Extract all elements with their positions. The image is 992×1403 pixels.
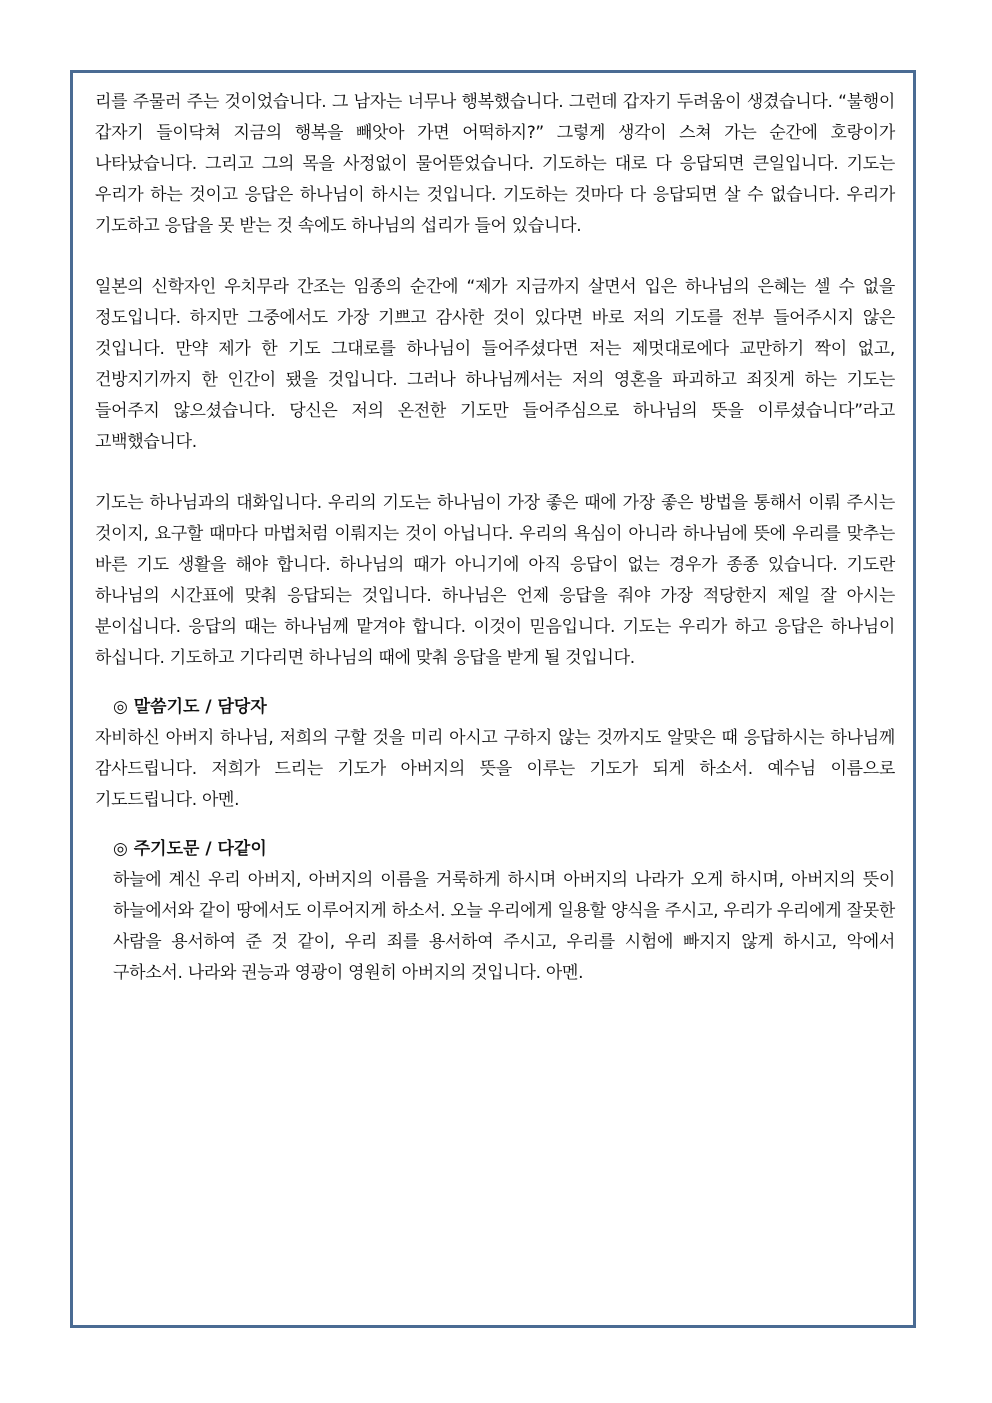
section-text-word-prayer: 자비하신 아버지 하나님, 저희의 구할 것을 미리 아시고 구하지 않는 것까지도 알맞은 때 응답하시는 하나님께 감사드립니다. 저희가 드리는 기도가 아버지의 뜻을 이루는 기도가 되게 하소서. 예수님 이름으로 기도드립니다. 아멘. xyxy=(95,728,895,810)
paragraph-prayer-dialogue: 기도는 하나님과의 대화입니다. 우리의 기도는 하나님이 가장 좋은 때에 가장 좋은 방법을 통해서 이뤄 주시는 것이지, 요구할 때마다 마법처럼 이뤄지는 것이 아닙니다. 우리의 욕심이 아니라 하나님에 뜻에 우리를 맞추는 바른 기도 생활을 해야 합니다. 하나님의 때가 아니기에 아직 응답이 없는 경우가 종종 있습니다. 기도란 하나님의 시간표에 맞춰 응답되는 것입니다. 하나님은 언제 응답을 줘야 가장 적당한지 제일 잘 아시는 분이십니다. 응답의 때는 하나님께 맡겨야 합니다. 이것이 믿음입니다. 기도는 우리가 하고 응답은 하나님이 하십니다. 기도하고 기다리면 하나님의 때에 맞춰 응답을 받게 될 것입니다. xyxy=(95,493,895,668)
paragraph-spacer xyxy=(95,458,895,488)
document-body xyxy=(95,87,895,989)
section-heading-lords-prayer: ◎ 주기도문 / 다같이 xyxy=(113,839,267,859)
paragraph-uchimura-kanzo: 일본의 신학자인 우치무라 간조는 임종의 순간에 “제가 지금까지 살면서 입은 하나님의 은혜는 셀 수 없을 정도입니다. 하지만 그중에서도 가장 기쁘고 감사한 것이 있다면 바로 저의 기도를 전부 들어주시지 않은 것입니다. 만약 제가 한 기도 그대로를 하나님이 들어주셨다면 저는 제멋대로에다 교만하기 짝이 없고, 건방지기까지 한 인간이 됐을 것입니다. 그러나 하나님께서는 저의 영혼을 파괴하고 죄짓게 하는 기도는 들어주지 않으셨습니다. 당신은 저의 온전한 기도만 들어주심으로 하나님의 뜻을 이루셨습니다”라고 고백했습니다. xyxy=(95,277,895,452)
section-text-lords-prayer: 하늘에 계신 우리 아버지, 아버지의 이름을 거룩하게 하시며 아버지의 나라가 오게 하시며, 아버지의 뜻이 하늘에서와 같이 땅에서도 이루어지게 하소서. 오늘 우리에게 일용할 양식을 주시고, 우리가 우리에게 잘못한 사람을 용서하여 준 것 같이, 우리 죄를 용서하여 주시고, 우리를 시험에 빠지지 않게 하시고, 악에서 구하소서. 나라와 권능과 영광이 영원히 아버지의 것입니다. 아멘. xyxy=(113,870,895,983)
paragraph-tiger-story: 리를 주물러 주는 것이었습니다. 그 남자는 너무나 행복했습니다. 그런데 갑자기 두려움이 생겼습니다. “불행이 갑자기 들이닥쳐 지금의 행복을 빼앗아 가면 어떡하지?” 그렇게 생각이 스쳐 가는 순간에 호랑이가 나타났습니다. 그리고 그의 목을 사정없이 물어뜯었습니다. 기도하는 대로 다 응답되면 큰일입니다. 기도는 우리가 하는 것이고 응답은 하나님이 하시는 것입니다. 기도하는 것마다 다 응답되면 살 수 없습니다. 우리가 기도하고 응답을 못 받는 것 속에도 하나님의 섭리가 들어 있습니다. xyxy=(95,92,895,236)
section-heading-word-prayer: ◎ 말씀기도 / 담당자 xyxy=(113,697,267,717)
page-border-frame xyxy=(70,70,916,1328)
paragraph-spacer xyxy=(95,242,895,272)
